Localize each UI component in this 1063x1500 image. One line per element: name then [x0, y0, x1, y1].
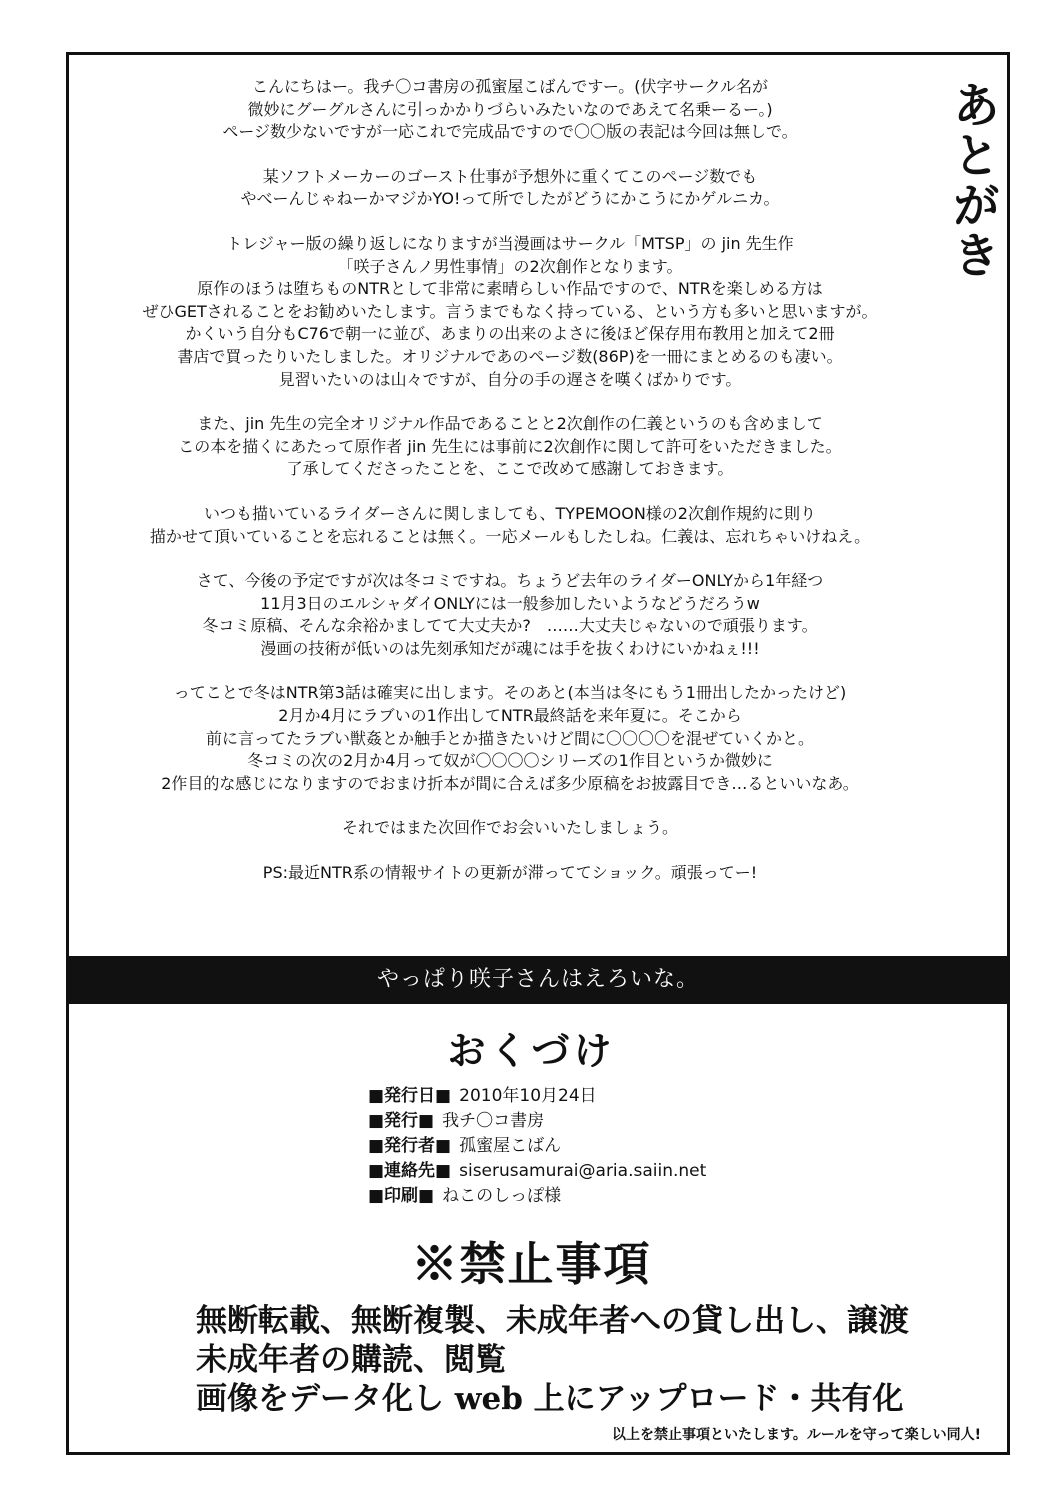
text-line: ページ数少ないですが一応これで完成品ですので〇〇版の表記は今回は無しで。	[222, 122, 798, 142]
text-line: 「咲子さんノ男性事情」の2次創作となります。	[337, 256, 683, 276]
info-label: ■連絡先■	[368, 1161, 452, 1181]
afterword-title: あとがき	[944, 80, 1000, 280]
text-line: こんにちはー。我チ〇コ書房の孤蜜屋こばんですー。(伏字サークル名が	[251, 77, 768, 96]
text-line: いつも描いているライダーさんに関しましても、TYPEMOON様の2次創作規約に則り	[204, 503, 816, 523]
paragraph	[100, 503, 920, 548]
text-line: 2作目的な感じになりますのでおまけ折本が間に合えば多少原稿をお披露目でき…るといいなあ。	[161, 773, 859, 793]
info-value: ねこのしっぽ様	[442, 1186, 562, 1206]
prohibition-line: 画像をデータ化し web 上にアップロード・共有化	[196, 1381, 904, 1417]
text-line: また、jin 先生の完全オリジナル作品であることと2次創作の仁義というのも含めまして	[197, 414, 823, 434]
text-line: ぜひGETされることをお勧めいたします。言うまでもなく持っている、という方も多いと思いますが。	[142, 301, 878, 321]
info-label: ■発行者■	[368, 1136, 452, 1156]
text-line: 描かせて頂いていることを忘れることは無く。一応メールもしたしね。仁義は、忘れちゃいけねえ。	[149, 526, 871, 546]
text-line: 見習いたいのは山々ですが、自分の手の遅さを嘆くばかりです。	[278, 369, 742, 389]
text-line: 2月か4月にラブいの1作出してNTR最終話を来年夏に。そこから	[278, 706, 742, 726]
text-line: 前に言ってたラブい獣姦とか触手とか描きたいけど間に〇〇〇〇を混ぜていくかと。	[205, 728, 814, 748]
paragraph	[100, 76, 920, 144]
text-line: ってことで冬はNTR第3話は確実に出します。そのあと(本当は冬にもう1冊出したかったけど)	[173, 683, 847, 703]
afterword-body	[100, 76, 920, 907]
text-line: 冬コミの次の2月か4月って奴が〇〇〇〇シリーズの1作目というか微妙に	[247, 751, 773, 771]
text-line: 了承してくださったことを、ここで改めて感謝しておきます。	[286, 459, 734, 479]
info-row	[368, 1084, 706, 1109]
prohibition-line: 無断転載、無断複製、未成年者への貸し出し、譲渡	[196, 1303, 909, 1339]
text-line: トレジャー版の繰り返しになりますが当漫画はサークル「MTSP」の jin 先生作	[226, 233, 794, 253]
text-line: 11月3日のエルシャダイONLYには一般参加したいようなどうだろうw	[260, 593, 760, 613]
paragraph	[100, 570, 920, 660]
info-value: 2010年10月24日	[459, 1086, 597, 1106]
info-row	[368, 1109, 706, 1134]
info-label: ■発行日■	[368, 1086, 452, 1106]
text-line: 漫画の技術が低いのは先刻承知だが魂には手を抜くわけにいかねぇ!!!	[260, 638, 760, 658]
colophon-title: おくづけ	[447, 1029, 616, 1073]
info-row	[368, 1184, 706, 1209]
text-line: 某ソフトメーカーのゴースト仕事が予想外に重くてこのページ数でも	[262, 166, 758, 186]
text-line: かくいう自分もC76で朝一に並び、あまりの出来のよさに後ほど保存用布教用と加えて2冊	[185, 324, 835, 344]
info-value: 孤蜜屋こばん	[459, 1136, 562, 1156]
info-row	[368, 1159, 706, 1184]
prohibitions-footnote: 以上を禁止事項といたします。ルールを守って楽しい同人!	[612, 1427, 981, 1443]
text-line: 原作のほうは堕ちものNTRとして非常に素晴らしい作品ですので、NTRを楽しめる方は	[197, 279, 823, 299]
colophon-info	[368, 1084, 706, 1209]
paragraph	[100, 682, 920, 795]
info-value: siserusamurai@aria.saiin.net	[459, 1161, 707, 1181]
text-line: PS:最近NTR系の情報サイトの更新が滞っててショック。頑張ってー!	[262, 863, 758, 883]
text-line: この本を描くにあたって原作者 jin 先生には事前に2次創作に関して許可をいただきました。	[178, 436, 842, 456]
paragraph	[100, 817, 920, 840]
text-line: それではまた次回作でお会いいたしましょう。	[341, 818, 678, 838]
prohibitions-list	[196, 1302, 909, 1419]
info-value: 我チ〇コ書房	[442, 1111, 545, 1131]
info-label: ■発行■	[368, 1111, 435, 1131]
paragraph	[100, 166, 920, 211]
text-line: やべーんじゃねーかマジかYO!って所でしたがどうにかこうにかゲルニカ。	[240, 189, 780, 209]
prohibitions-title: ※禁止事項	[411, 1237, 652, 1291]
text-line: 微妙にグーグルさんに引っかかりづらいみたいなのであえて名乗ーるー。)	[247, 99, 773, 119]
info-row	[368, 1134, 706, 1159]
paragraph	[100, 862, 920, 885]
text-line: 冬コミ原稿、そんな余裕かましてて大丈夫か? ……大丈夫じゃないので頑張ります。	[202, 616, 818, 636]
text-line: さて、今後の予定ですが次は冬コミですね。ちょうど去年のライダーONLYから1年経つ	[196, 571, 824, 591]
prohibition-line: 未成年者の購読、閲覧	[196, 1342, 506, 1378]
tagline-band: やっぱり咲子さんはえろいな。	[66, 956, 1010, 1004]
paragraph	[100, 233, 920, 391]
info-label: ■印刷■	[368, 1186, 435, 1206]
paragraph	[100, 413, 920, 481]
text-line: 書店で買ったりいたしました。オリジナルであのページ数(86P)を一冊にまとめるのも凄い。	[177, 346, 843, 366]
